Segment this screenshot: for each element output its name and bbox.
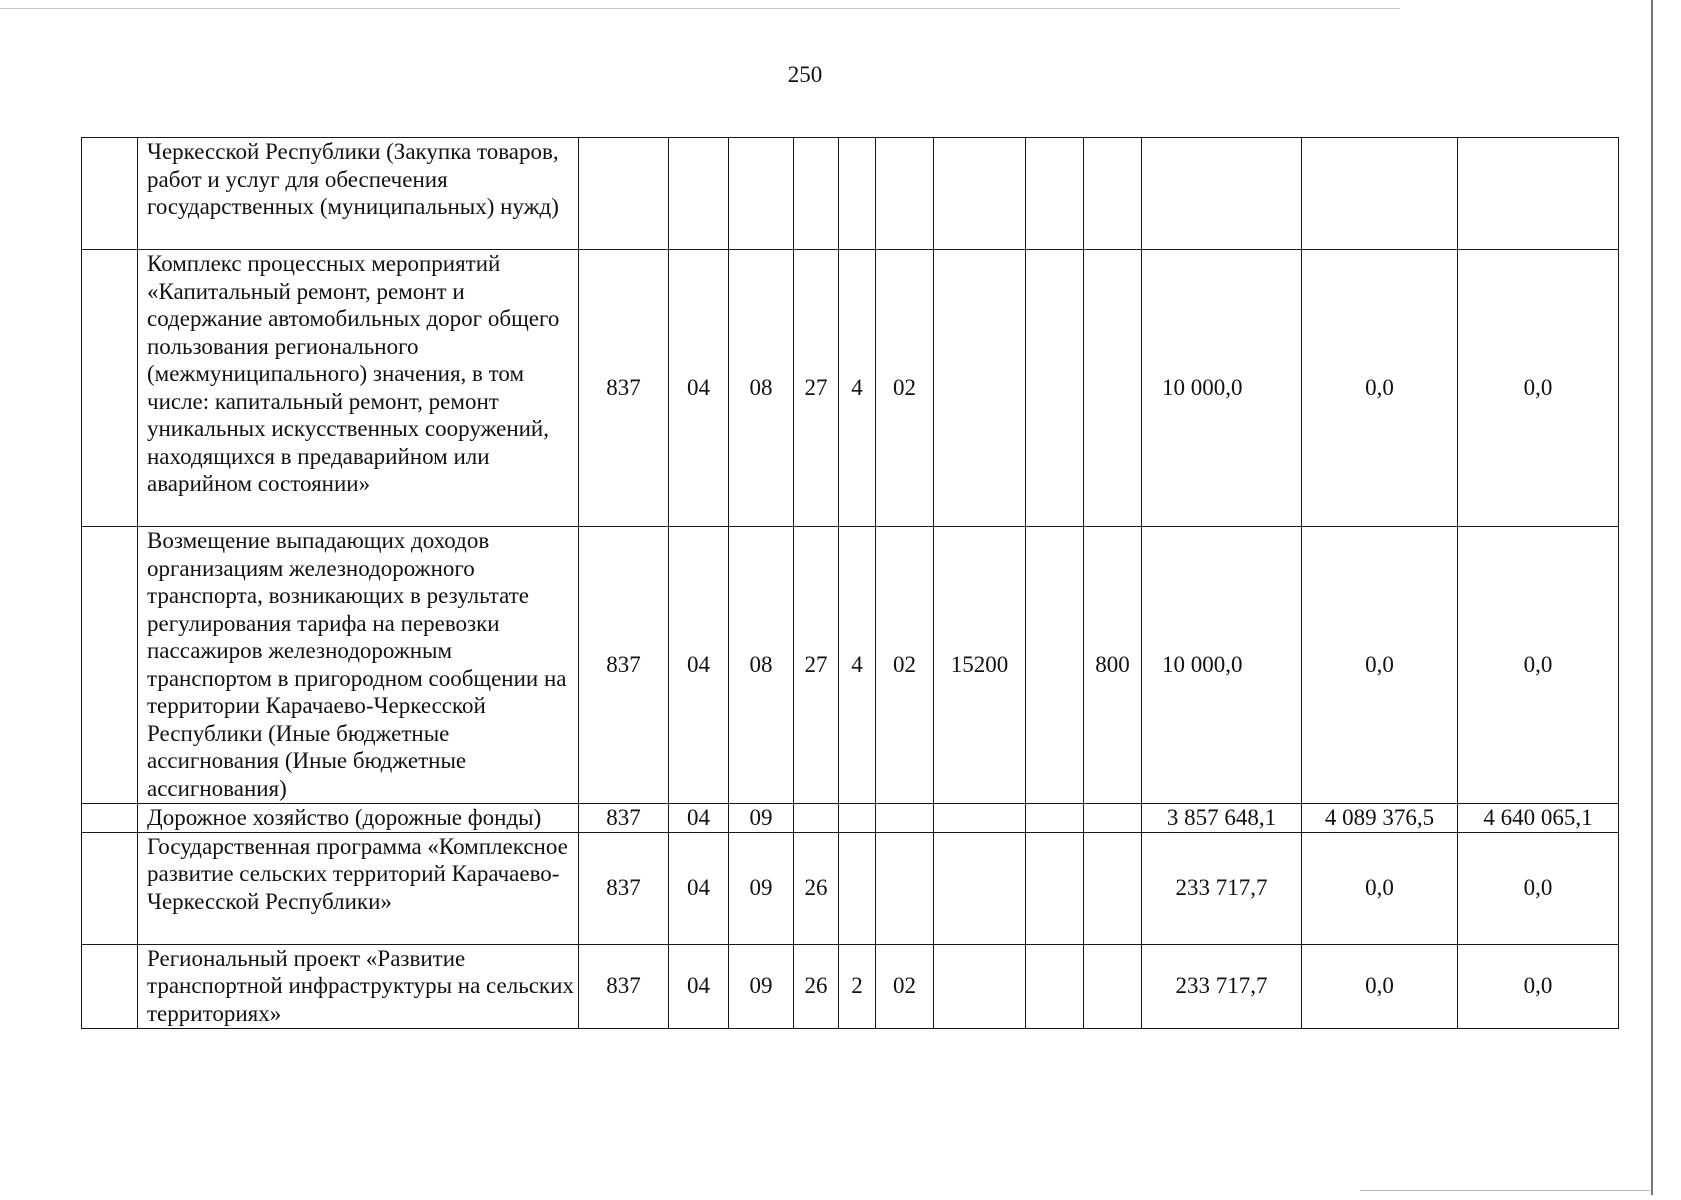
cell-rz: 04: [669, 832, 729, 944]
cell-gr: 837: [579, 804, 669, 833]
cell-pnum: 02: [876, 250, 934, 527]
cell-ptype: [839, 832, 876, 944]
cell-year3: 0,0: [1458, 944, 1619, 1028]
cell-year2: 0,0: [1302, 527, 1458, 804]
cell-year1: 3 857 648,1: [1142, 804, 1302, 833]
cell-dir: [934, 138, 1026, 250]
row-number-cell: [82, 832, 138, 944]
row-name: Возмещение выпадающих доходов организациям железнодорожного транспорта, возникающих в результате регулирования тарифа на перевозки пассажиров железнодорожным транспортом в пригородном сообщении на территории Карачаево-Черкесской Республики (Иные бюджетные ассигнования (Иные бюджетные ассигнования): [138, 527, 579, 804]
cell-dir: 15200: [934, 527, 1026, 804]
cell-pnum: 02: [876, 944, 934, 1028]
cell-year1: 233 717,7: [1142, 944, 1302, 1028]
cell-year2: 0,0: [1302, 944, 1458, 1028]
cell-pr: 08: [729, 250, 794, 527]
cell-gr: 837: [579, 527, 669, 804]
cell-vr: [1084, 250, 1142, 527]
row-number-cell: [82, 138, 138, 250]
page-number: 250: [787, 62, 823, 87]
cell-prog: 26: [794, 944, 839, 1028]
cell-year3: 4 640 065,1: [1458, 804, 1619, 833]
cell-pnum: [876, 832, 934, 944]
cell-prog: 27: [794, 527, 839, 804]
cell-pnum: [876, 138, 934, 250]
row-name: Дорожное хозяйство (дорожные фонды): [138, 804, 579, 833]
table-row: [82, 250, 1619, 527]
table-row: [82, 527, 1619, 804]
cell-vr: [1084, 138, 1142, 250]
cell-year1: 10 000,0: [1142, 527, 1302, 804]
table-row: [82, 832, 1619, 944]
cell-ptype: 4: [839, 250, 876, 527]
cell-x: [1026, 138, 1084, 250]
cell-gr: 837: [579, 832, 669, 944]
row-number-cell: [82, 804, 138, 833]
scan-artifact-bottom: [1360, 1190, 1650, 1191]
cell-gr: [579, 138, 669, 250]
cell-pr: 09: [729, 832, 794, 944]
cell-vr: [1084, 804, 1142, 833]
cell-year3: [1458, 138, 1619, 250]
cell-prog: [794, 138, 839, 250]
scan-artifact-right: [1651, 0, 1653, 1195]
cell-pr: 09: [729, 804, 794, 833]
cell-prog: 27: [794, 250, 839, 527]
cell-prog: [794, 804, 839, 833]
cell-dir: [934, 944, 1026, 1028]
cell-gr: 837: [579, 944, 669, 1028]
cell-prog: 26: [794, 832, 839, 944]
cell-year3: 0,0: [1458, 832, 1619, 944]
row-name: Государственная программа «Комплексное развитие сельских территорий Карачаево-Черкесской Республики»: [138, 832, 579, 944]
cell-gr: 837: [579, 250, 669, 527]
cell-year2: 0,0: [1302, 832, 1458, 944]
cell-pnum: 02: [876, 527, 934, 804]
cell-ptype: 2: [839, 944, 876, 1028]
cell-vr: [1084, 944, 1142, 1028]
cell-pnum: [876, 804, 934, 833]
cell-year3: 0,0: [1458, 250, 1619, 527]
cell-rz: 04: [669, 944, 729, 1028]
cell-x: [1026, 527, 1084, 804]
cell-year3: 0,0: [1458, 527, 1619, 804]
cell-ptype: 4: [839, 527, 876, 804]
cell-dir: [934, 250, 1026, 527]
cell-x: [1026, 832, 1084, 944]
cell-ptype: [839, 804, 876, 833]
cell-x: [1026, 250, 1084, 527]
cell-year2: 0,0: [1302, 250, 1458, 527]
cell-year1: 233 717,7: [1142, 832, 1302, 944]
cell-year1: [1142, 138, 1302, 250]
cell-x: [1026, 944, 1084, 1028]
row-number-cell: [82, 527, 138, 804]
scan-artifact-top: [0, 8, 1400, 9]
table-row: [82, 138, 1619, 250]
cell-pr: 09: [729, 944, 794, 1028]
row-name: Черкесской Республики (Закупка товаров, работ и услуг для обеспечения государственных (муниципальных) нужд): [138, 138, 579, 250]
cell-year2: 4 089 376,5: [1302, 804, 1458, 833]
cell-vr: [1084, 832, 1142, 944]
row-number-cell: [82, 250, 138, 527]
cell-year1: 10 000,0: [1142, 250, 1302, 527]
cell-rz: [669, 138, 729, 250]
cell-pr: [729, 138, 794, 250]
row-name: Комплекс процессных мероприятий «Капитальный ремонт, ремонт и содержание автомобильных дорог общего пользования регионального (межмуниципального) значения, в том числе: капитальный ремонт, ремонт уникальных искусственных сооружений, находящихся в предаварийном или аварийном состоянии»: [138, 250, 579, 527]
row-number-cell: [82, 944, 138, 1028]
cell-rz: 04: [669, 527, 729, 804]
cell-year2: [1302, 138, 1458, 250]
cell-dir: [934, 832, 1026, 944]
table-row: [82, 804, 1619, 833]
cell-ptype: [839, 138, 876, 250]
cell-pr: 08: [729, 527, 794, 804]
table-row: [82, 944, 1619, 1028]
budget-table: [81, 137, 1619, 1029]
cell-x: [1026, 804, 1084, 833]
cell-rz: 04: [669, 804, 729, 833]
cell-rz: 04: [669, 250, 729, 527]
cell-vr: 800: [1084, 527, 1142, 804]
cell-dir: [934, 804, 1026, 833]
row-name: Региональный проект «Развитие транспортной инфраструктуры на сельских территориях»: [138, 944, 579, 1028]
